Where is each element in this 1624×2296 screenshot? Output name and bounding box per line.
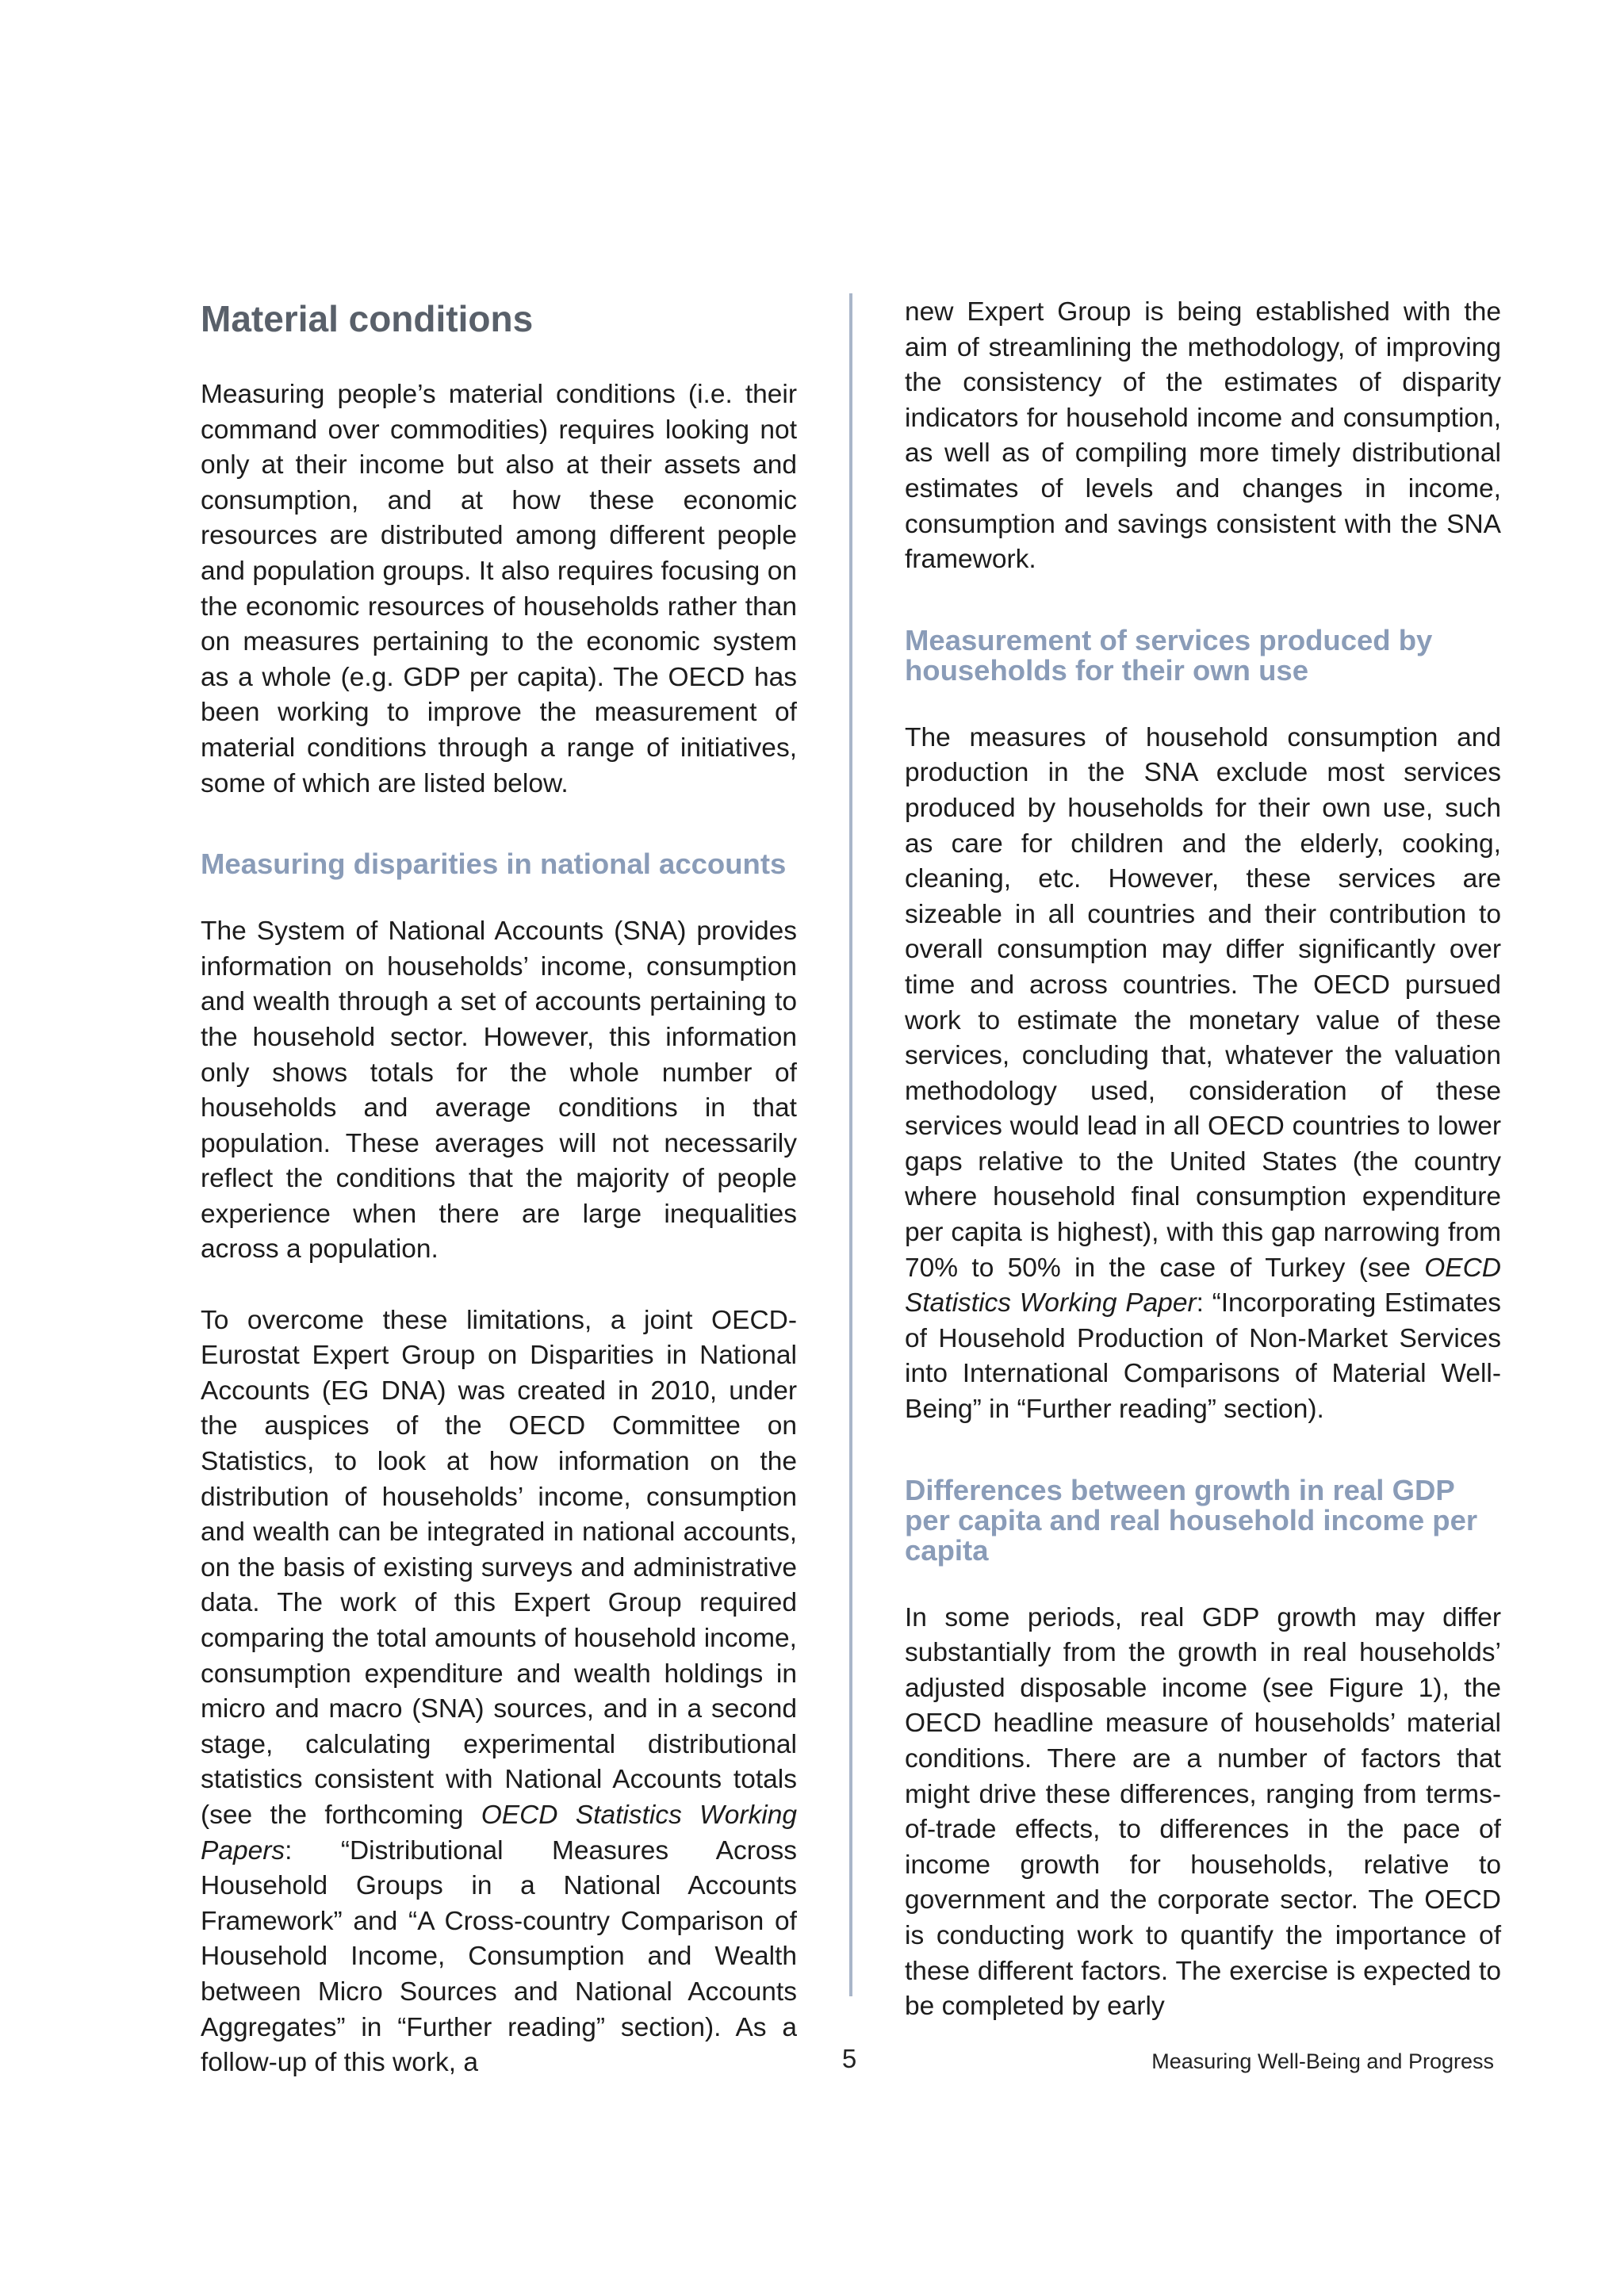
paragraph-text: : “Distributional Measures Across Household Groups in a National Accounts Framework” and “A Cross-country Comparison of Household Income, Consumption and Wealth between Micro Sources and National Accounts Aggregates” in “Further reading” section). As a follow-up of this work, a xyxy=(201,1835,797,2078)
footer-publication-title: Measuring Well-Being and Progress xyxy=(1151,2049,1494,2073)
disparities-paragraph-1: The System of National Accounts (SNA) provides information on households’ income, consumption and wealth through a set of accounts pertaining to the household sector. However, this information only shows totals for the whole number of households and average conditions in that population. These averages will not necessarily reflect the conditions that the majority of people experience when there are large inequalities across a population. xyxy=(201,916,797,1265)
intro-paragraph: Measuring people’s material conditions (i.e. their command over commodities) requires looking not only at their income but also at their assets and consumption, and at how these economic resources are distributed among different people and population groups. It also requires focusing on the economic resources of households rather than on measures pertaining to the economic system as a whole (e.g. GDP per capita). The OECD has been working to improve the measurement of material conditions through a range of initiatives, some of which are listed below. xyxy=(201,380,797,798)
right-column xyxy=(905,295,1501,2025)
heading-gdp-vs-income: Differences between growth in real GDP per capita and real household income per capita xyxy=(905,1473,1478,1567)
disparities-paragraph-2 xyxy=(201,1303,797,2081)
paragraph-text: : “Incorporating Estimates of Household Production of Non-Market Services into International Comparisons of Material Well-Being” in “Further reading” section). xyxy=(905,1288,1501,1425)
household-services-paragraph xyxy=(905,721,1501,1428)
paragraph-text: To overcome these limitations, a joint OECD-Eurostat Expert Group on Disparities in National Accounts (EG DNA) was created in 2010, under the auspices of the OECD Committee on Statistics, to look at how information on the distribution of households’ income, consumption and wealth can be integrated in national accounts, on the basis of existing surveys and administrative data. The work of this Expert Group required comparing the total amounts of household income, consumption expenditure and wealth holdings in micro and macro (SNA) sources, and in a second stage, calculating experimental distributional statistics consistent with National Accounts totals (see the forthcoming xyxy=(201,1305,797,1830)
page-number: 5 xyxy=(841,2044,857,2073)
paragraph-text: The measures of household consumption and production in the SNA exclude most services produced by households for their own use, such as care for children and the elderly, cooking, cleaning, etc. However, these services are sizeable in all countries and their contribution to overall consumption may differ significantly over time and across countries. The OECD pursued work to estimate the monetary value of these services, concluding that, whatever the valuation methodology used, consideration of these services would lead in all OECD countries to lower gaps relative to the United States (the country where household final consumption expenditure per capita is highest), with this gap narrowing from 70% to 50% in the case of Turkey (see xyxy=(905,722,1501,1283)
section-title: Material conditions xyxy=(201,298,534,339)
publication-reference: OECD Statistics Working Papers xyxy=(201,1800,798,1866)
gdp-vs-income-paragraph: In some periods, real GDP growth may differ substantially from the growth in real households’ adjusted disposable income (see Figure 1), the OECD headline measure of households’ material conditions. There are a number of factors that might drive these differences, ranging from terms-of-trade effects, to differences in the pace of income growth for households, relative to government and the corporate sector. The OECD is conducting work to quantify the importance of these different factors. The exercise is expected to be completed by early xyxy=(905,1602,1501,2022)
column-divider xyxy=(849,293,852,1996)
heading-disparities: Measuring disparities in national accounts xyxy=(201,848,787,881)
heading-household-services: Measurement of services produced by households for their own use xyxy=(905,623,1433,687)
publication-reference: OECD Statistics Working Paper xyxy=(905,1253,1501,1318)
continuation-paragraph: new Expert Group is being established with the aim of streamlining the methodology, of improving the consistency of the estimates of disparity indicators for household income and consumption, as well as of compiling more timely distributional estimates of levels and changes in income, consumption and savings consistent with the SNA framework. xyxy=(905,297,1501,575)
left-column xyxy=(201,295,797,2081)
